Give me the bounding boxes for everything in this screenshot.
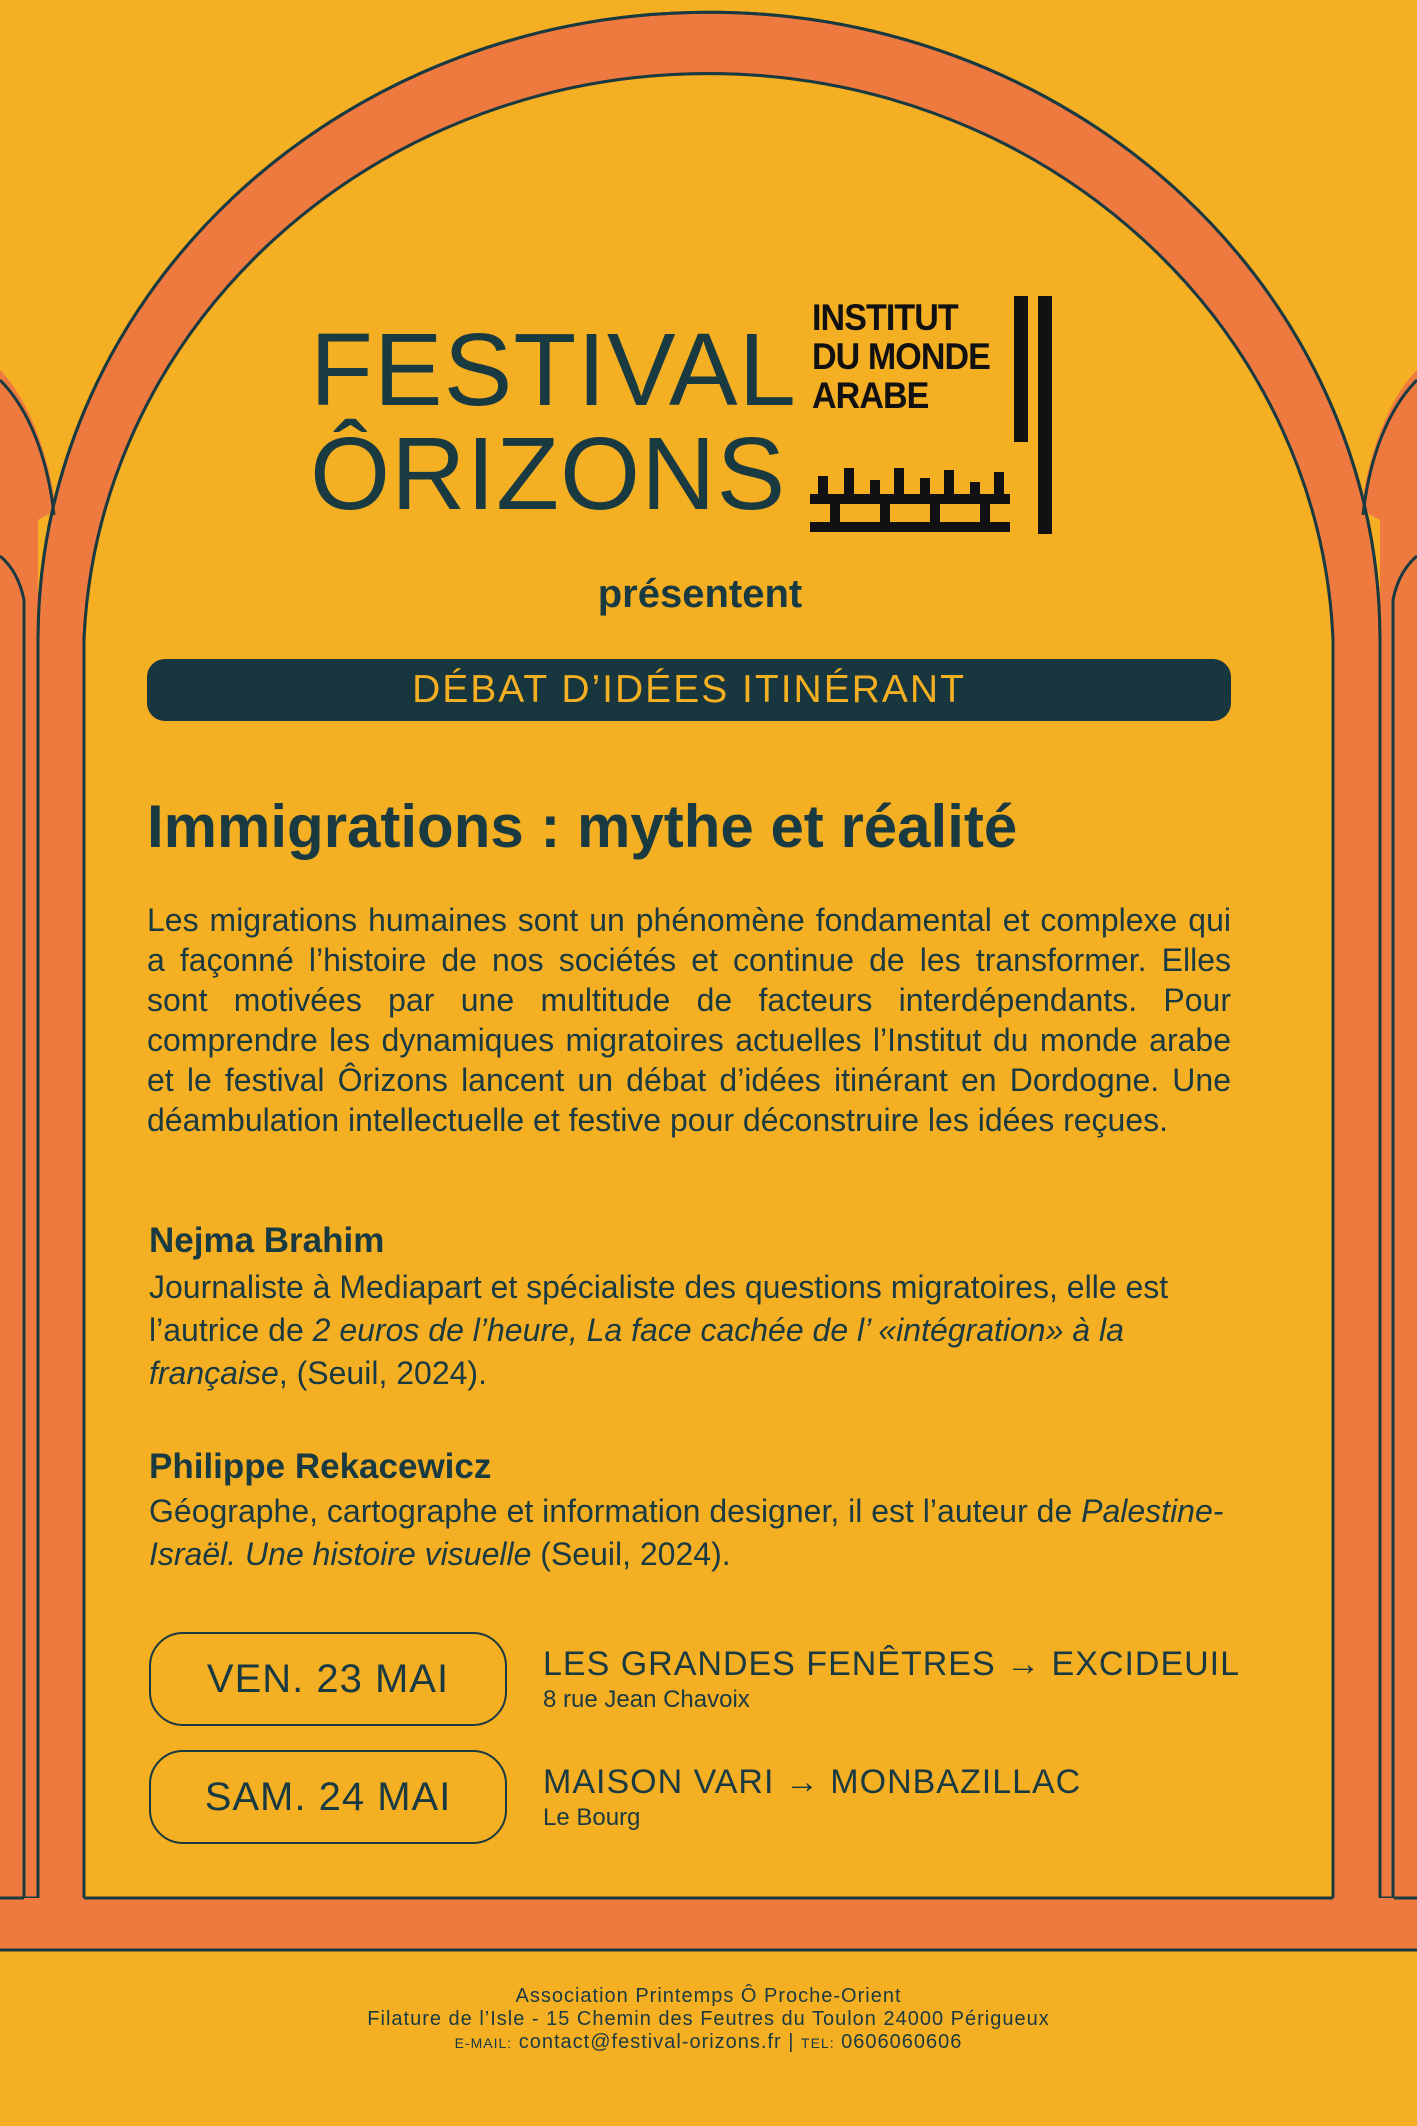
ima-logo-line3: ARABE [812, 375, 929, 416]
event-type-banner: DÉBAT D’IDÉES ITINÉRANT [147, 659, 1231, 721]
speaker-1-bio-text: Journaliste à Mediapart et spécialiste des questions migratoires, elle est l’autrice de [149, 1269, 1169, 1348]
speaker-2-name: Philippe Rekacewicz [149, 1447, 492, 1486]
venue-2-address: Le Bourg [543, 1804, 641, 1831]
speaker-1-name: Nejma Brahim [149, 1221, 385, 1260]
intro-paragraph: Les migrations humaines sont un phénomène fondamental et complexe qui a façonné l’histoire de nos sociétés et continue de les transformer. Elles sont motivées par une multitude de facteurs interdépendants. Pour comprendre les dynamiques migratoires actuelles l’Institut du monde arabe et le festival Ôrizons lancent un débat d’idées itinérant en Dordogne. Une déambulation intellectuelle et festive pour déconstruire les idées reçues. [147, 902, 1231, 1138]
email-link[interactable]: contact@festival-orizons.fr [518, 2031, 782, 2053]
speaker-2-book-title: Palestine-Israël. Une histoire visuelle [149, 1493, 1224, 1572]
speaker-2-bio [149, 1490, 1239, 1576]
speaker-2-bio-text: Géographe, cartographe et information designer, il est l’auteur de [149, 1493, 1082, 1529]
ima-logo-text [812, 298, 990, 415]
festival-logo-line2: ÔRIZONS [310, 416, 787, 531]
footer-address: Filature de l’Isle - 15 Chemin des Feutres du Toulon 24000 Périgueux [367, 2008, 1050, 2030]
ima-calligraphy-icon [810, 468, 1010, 538]
ima-logo-line1: INSTITUT [812, 297, 958, 338]
speaker-2-bio-end: (Seuil, 2024). [531, 1536, 731, 1572]
ima-logo-bar-short [1014, 296, 1028, 442]
presents-text: présentent [597, 572, 803, 616]
date-pill-1: VEN. 23 MAI [149, 1632, 507, 1726]
festival-logo-line1: FESTIVAL [310, 312, 797, 427]
speaker-1-book-title: 2 euros de l’heure, La face cachée de l’ «intégration» à la française [149, 1312, 1124, 1391]
footer-org: Association Printemps Ô Proche-Orient [515, 1985, 902, 2007]
footer-separator: | [788, 2031, 795, 2053]
date-pill-2: SAM. 24 MAI [149, 1750, 507, 1844]
speaker-1-bio [149, 1266, 1239, 1395]
email-label: E-MAIL: [454, 2035, 513, 2051]
footer [0, 1985, 1417, 2055]
footer-contact [0, 2031, 1417, 2055]
tel-link[interactable]: 0606060606 [841, 2031, 963, 2053]
venue-1-address: 8 rue Jean Chavoix [543, 1686, 750, 1713]
ima-logo-bar [1038, 296, 1052, 534]
venue-1: LES GRANDES FENÊTRES → EXCIDEUIL [543, 1645, 1241, 1683]
venue-2: MAISON VARI → MONBAZILLAC [543, 1763, 1082, 1801]
ima-logo-line2: DU MONDE [812, 336, 990, 377]
festival-logo [310, 312, 797, 531]
speaker-1-bio-end: , (Seuil, 2024). [278, 1355, 487, 1391]
page-title: Immigrations : mythe et réalité [147, 793, 1018, 860]
tel-label: TEL: [801, 2035, 835, 2051]
